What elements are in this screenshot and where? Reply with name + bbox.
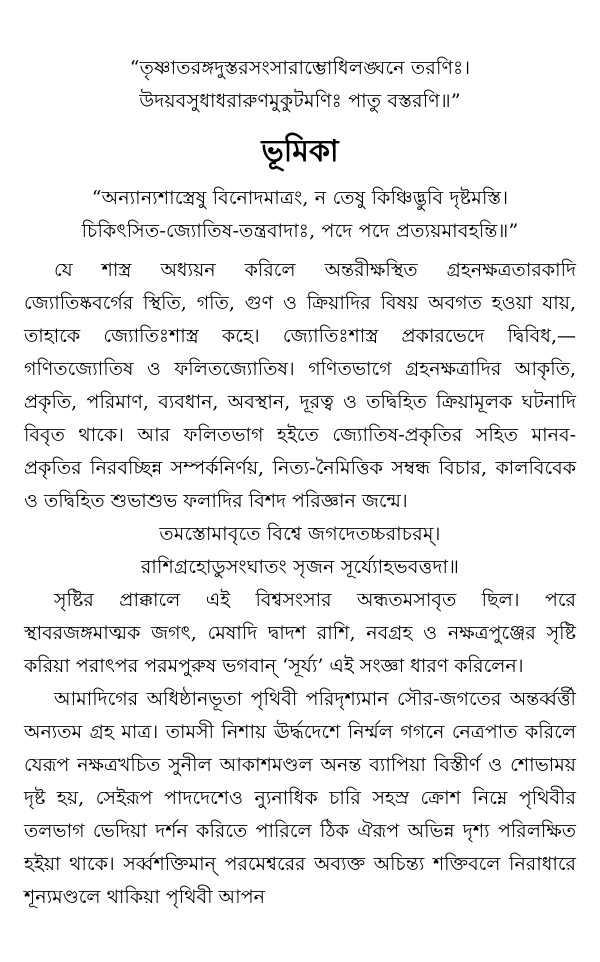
opening-verse-line-1: “তৃষ্ণাতরঙ্গদুস্তরসংসারাম্ভোধিলঙ্ঘনে তরণিঃ।: [129, 57, 471, 79]
paragraph-3: আমাদিগের অধিষ্ঠানভূতা পৃথিবী পরিদৃশ্যমান সৌর-জগতের অন্তর্ব্বর্ত্তী অন্যতম গ্রহ মাত্র। তামসী নিশায় ঊর্দ্ধদেশে নির্ম্মল গগনে নেত্রপাত করিলে যেরূপ নক্ষত্রখচিত সুনীল আকাশমণ্ডল অনন্ত ব্যাপিয়া বিস্তীর্ণ ও শোভাময় দৃষ্ট হয়, সেইরূপ পাদদেশেও ন্যুনাধিক চারি সহস্র ক্রোশ নিম্নে পৃথিবীর তলভাগ ভেদিয়া দর্শন করিতে পারিলে ঠিক ঐরূপ অভিন্ন দৃশ্য পরিলক্ষিত হইয়া থাকে। সর্ব্বশক্তিমান্ পরমেশ্বরের অব্যক্ত অচিন্ত্য শক্তিবলে নিরাধারে শূন্যমণ্ডলে থাকিয়া পৃথিবী আপন: [24, 688, 576, 908]
paragraph-1: যে শাস্ত্র অধ্যয়ন করিলে অন্তরীক্ষস্থিত গ্রহনক্ষত্রতারকাদি জ্যোতিষ্কবর্গের স্থিতি, গতি, গুণ ও ক্রিয়াদির বিষয় অবগত হওয়া যায়, তাহাকে জ্যোতিঃশাস্ত্র কহে। জ্যোতিঃশাস্ত্র প্রকারভেদে দ্বিবিধ,—গণিতজ্যোতিষ ও ফলিতজ্যোতিষ। গণিতভাগে গ্রহনক্ষত্রাদির আকৃতি, প্রকৃতি, পরিমাণ, ব্যবধান, অবস্থান, দূরত্ব ও তদ্বিহিত ক্রিয়ামূলক ঘটনাদি বিবৃত থাকে। আর ফলিতভাগ হইতে জ্যোতিষ-প্রকৃতির সহিত মানব-প্রকৃতির নিরবচ্ছিন্ন সম্পর্কনির্ণয়, নিত্য-নৈমিত্তিক সম্বন্ধ বিচার, কালবিবেক ও তদ্বিহিত শুভাশুভ ফলাদির বিশদ পরিজ্ঞান জন্মে।: [24, 259, 576, 512]
mid-verse-line-1: তমস্তোমাবৃতে বিশ্বে জগদেতচ্চরাচরম্।: [159, 523, 441, 545]
paragraph-2: সৃষ্টির প্রাক্কালে এই বিশ্বসংসার অন্ধতমসাবৃত ছিল। পরে স্থাবরজঙ্গমাত্মক জগৎ, মেষাদি দ্বাদশ রাশি, নবগ্রহ ও নক্ষত্রপুঞ্জের সৃষ্টি করিয়া পরাৎপর পরমপুরুষ ভগবান্ ‘সূর্য্য’ এই সংজ্ঞা ধারণ করিলেন।: [24, 589, 576, 677]
page-title: ভূমিকা: [261, 134, 339, 169]
opening-verse-line-2: উদয়বসুধাধরারুণমুকুটমণিঃ পাতু বস্তরণি॥”: [139, 90, 461, 112]
intro-verse-line-1: “অন্যান্যশাস্ত্রেষু বিনোদমাত্রং, ন তেষু কিঞ্চিদ্ভুবি দৃষ্টমস্তি।: [91, 187, 509, 209]
mid-verse: [24, 518, 576, 584]
intro-verse: [24, 182, 576, 248]
mid-verse-line-2: রাশিগ্রহোডুসংঘাতং সৃজন সূর্য্যোহভবত্তদা॥: [140, 556, 460, 578]
opening-verse: [24, 52, 576, 118]
intro-verse-line-2: চিকিৎসিত-জ্যোতিষ-তন্ত্রবাদাঃ, পদে পদে প্রত্যয়মাবহন্তি॥”: [81, 220, 519, 242]
